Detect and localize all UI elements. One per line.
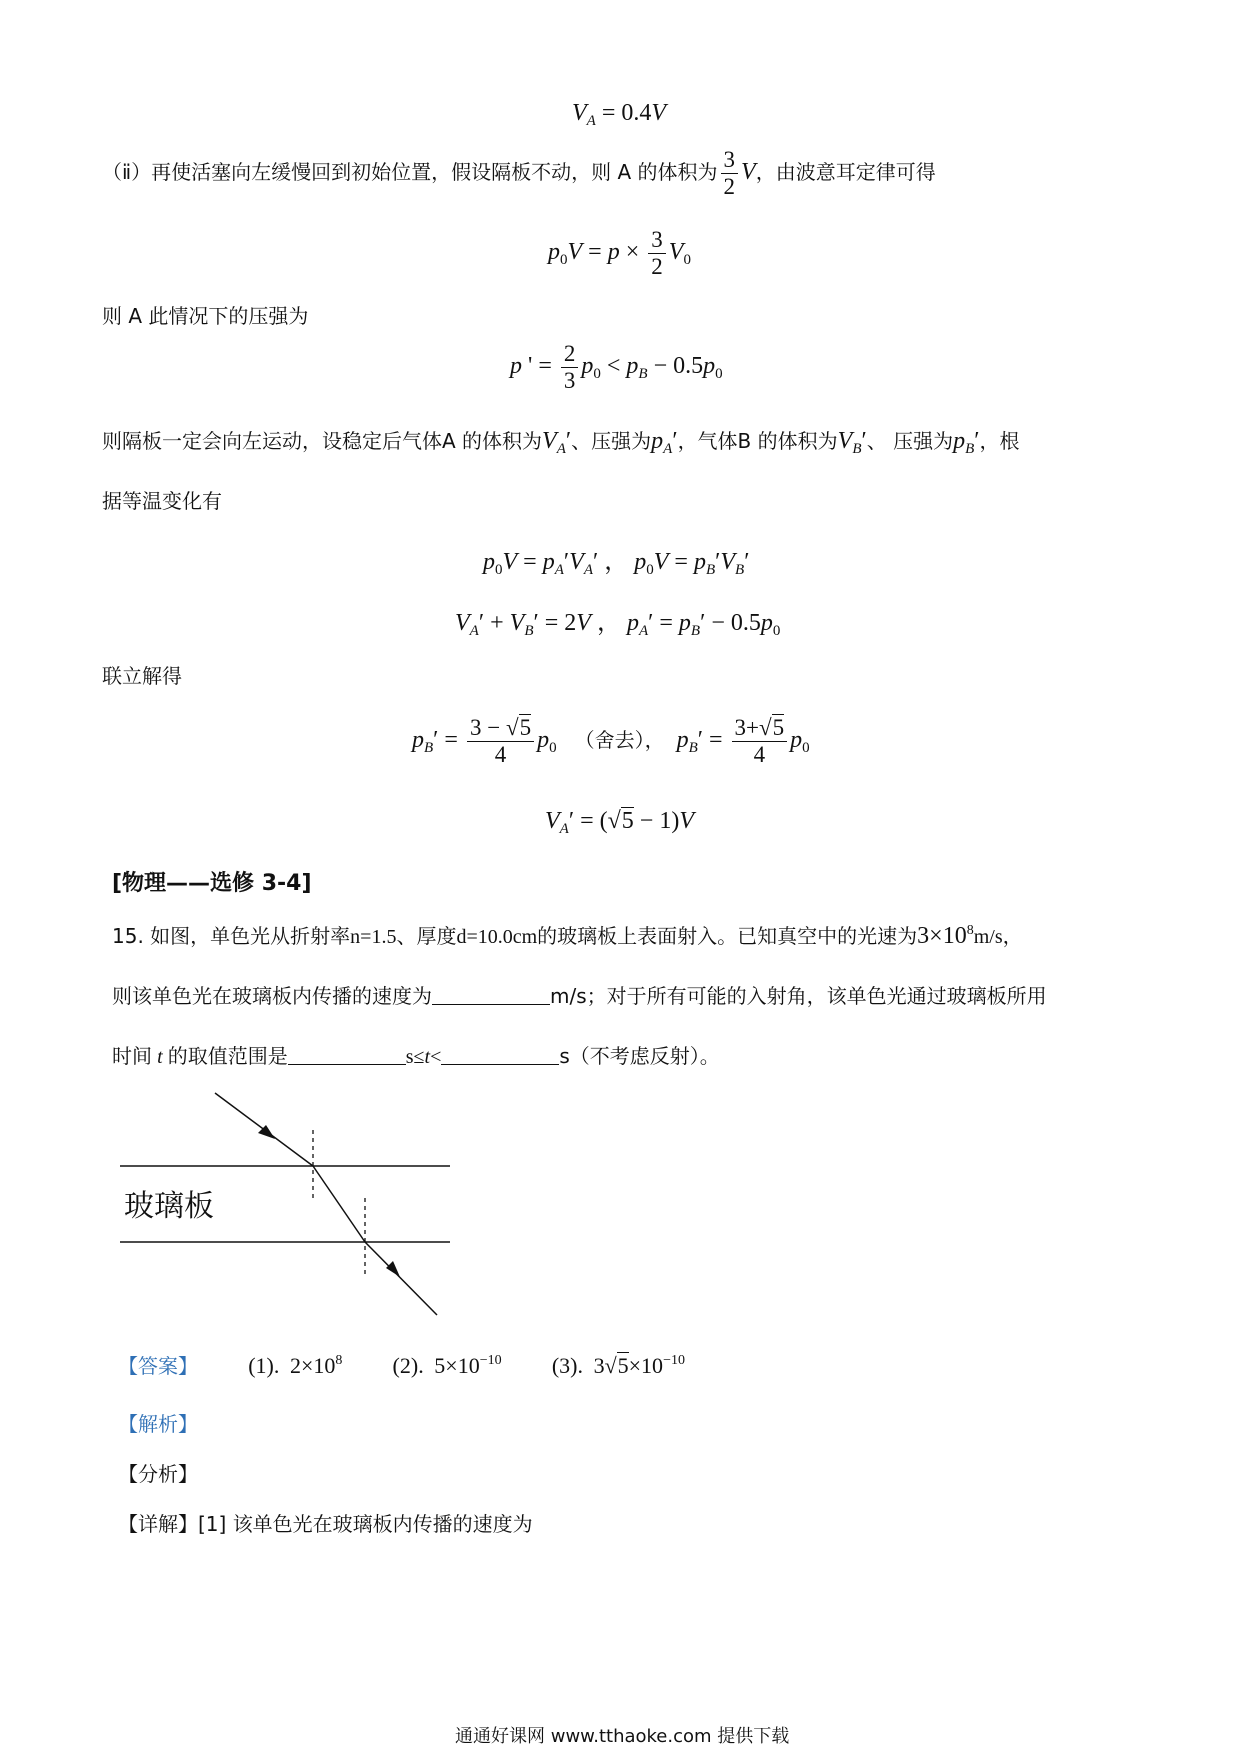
text-isothermal: 据等温变化有: [102, 489, 222, 513]
q15-text-2: 、厚度: [396, 924, 457, 948]
detail-tag: 【详解】: [118, 1512, 198, 1536]
footer-text: 通通好课网 www.tthaoke.com 提供下载: [455, 1726, 790, 1747]
text-discard: （舍去），: [574, 728, 665, 753]
analysis-tag: 【解析】: [118, 1412, 198, 1436]
text-partition-a: 则隔板一定会向左运动，设稳定后气体A 的体积为: [102, 429, 543, 453]
q15-text-3: 的玻璃板上表面射入。已知真空中的光速为: [537, 924, 918, 948]
q15-text-5: m/s；对于所有可能的入射角，该单色光通过玻璃板所用: [550, 984, 1047, 1008]
emergent-ray: [365, 1242, 437, 1315]
answer-tag: 【答案】: [118, 1354, 198, 1378]
blank-tmin[interactable]: [288, 1046, 406, 1065]
q15-text-6: 时间: [112, 1044, 152, 1068]
q15-text-8: s（不考虑反射）。: [559, 1044, 720, 1068]
emergent-arrow: [386, 1261, 400, 1277]
text-partition-d: 、 压强为: [866, 429, 954, 453]
glass-plate-label: 玻璃板: [124, 1189, 214, 1224]
equation-solution-pb: $p_B'$ = $\frac{3 - √5}{4}$ $p_0$ （舍去）， $p_B'$ = $\frac{3+√5}{4}$ $p_0$: [412, 715, 810, 768]
answer-line: 【答案】 (1). $2\times 10^8$ (2). $5\times 10^{-10}$ (3). $3√5\times 10^{-10}$: [118, 1353, 685, 1378]
q15-n-value: n=1.5: [350, 926, 397, 948]
answer-item-1-label: (1).: [248, 1353, 280, 1378]
text-ii-b: ，由波意耳定律可得: [755, 160, 936, 185]
equation-isothermal-1: $p_0V = p_A'V_A'$ ， $p_0V = p_B'V_B'$: [483, 549, 750, 578]
text-solve: 联立解得: [102, 664, 182, 688]
text-ii-a: （ⅱ）再使活塞向左缓慢回到初始位置，假设隔板不动，则 A 的体积为: [102, 160, 718, 185]
text-a-pressure: 则 A 此情况下的压强为: [102, 304, 309, 328]
text-partition-e: ，根: [979, 429, 1020, 453]
glass-plate-figure: [110, 1080, 460, 1320]
answer-item-3-label: (3).: [551, 1353, 583, 1378]
section-title: [物理——选修 3-4]: [112, 871, 312, 896]
equation-boyle: $p_0V = p$ × $\frac{3}{2}$ $V_0$: [548, 227, 691, 280]
blank-tmax[interactable]: [441, 1046, 559, 1065]
fenxi-tag: 【分析】: [118, 1462, 198, 1486]
equation-solution-va: $V_A' = (√5 - 1)V$: [545, 808, 694, 837]
q15-c-unit: m/s，: [973, 926, 1023, 948]
q15-text-1: 15. 如图，单色光从折射率: [112, 924, 351, 948]
question-15-line1: 15. 如图，单色光从折射率n=1.5、厚度d=10.0cm的玻璃板上表面射入。已知真空中的光速为$3\times 10^8m/s$，: [112, 923, 1023, 949]
equation-isothermal-2: $V_A' + V_B' = 2V$ ， $p_A' = p_B' - 0.5p_0$: [455, 610, 781, 639]
q15-d-value: d=10.0cm: [456, 926, 538, 948]
detail-line: [118, 1508, 533, 1537]
equation-va: $V_A = 0.4V$: [572, 100, 667, 129]
text-partition-b: 、压强为: [571, 429, 652, 453]
question-15-line2: [112, 980, 1047, 1009]
q15-text-7: 的取值范围是: [167, 1044, 288, 1068]
detail-text: [1] 该单色光在玻璃板内传播的速度为: [198, 1512, 533, 1536]
answer-item-2-label: (2).: [392, 1353, 424, 1378]
question-15-line3: 时间 t 的取值范围是 s≤t< s（不考虑反射）。: [112, 1044, 720, 1068]
refracted-ray: [313, 1166, 365, 1242]
paragraph-partition: 则隔板一定会向左运动，设稳定后气体A 的体积为$V_A'$、压强为$p_A'$，气体B 的体积为$V_B'$、 压强为$p_B'$，根: [102, 428, 1020, 457]
q15-text-4: 则该单色光在玻璃板内传播的速度为: [112, 984, 432, 1008]
text-partition-c: ，气体B 的体积为: [677, 429, 838, 453]
paragraph-ii: （ⅱ）再使活塞向左缓慢回到初始位置，假设隔板不动，则 A 的体积为 $\frac{3}{2}$ V，由波意耳定律可得: [102, 147, 936, 200]
equation-pressure-compare: p ' = $\frac{2}{3}$ $p_0 < p_B - 0.5p_0$: [510, 341, 723, 394]
blank-speed[interactable]: [432, 986, 550, 1005]
